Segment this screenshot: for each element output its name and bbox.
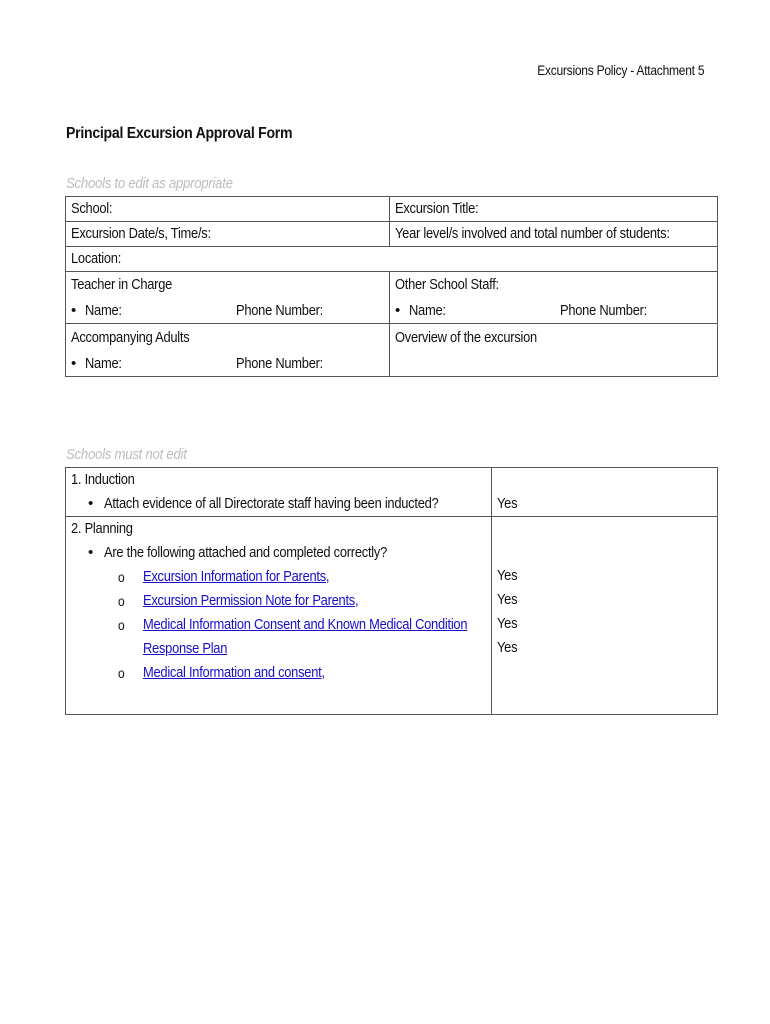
adult-phone-label: Phone Number: [236, 355, 324, 372]
bullet-icon: • [71, 302, 76, 319]
year-level-field[interactable] [390, 222, 718, 247]
link-excursion-information[interactable]: Excursion Information for Parents, [143, 568, 330, 585]
accompanying-adults-field[interactable] [66, 324, 390, 377]
induction-item: Attach evidence of all Directorate staff having been inducted? [104, 495, 439, 512]
teacher-phone-label: Phone Number: [236, 302, 324, 319]
induction-heading: 1. Induction [71, 471, 135, 488]
bullet-icon: • [88, 495, 93, 512]
approval-checklist-table [65, 467, 718, 715]
staff-phone-label: Phone Number: [560, 302, 648, 319]
year-level-label: Year level/s involved and total number of students: [395, 225, 670, 242]
excursion-title-label: Excursion Title: [395, 200, 479, 217]
planning-answer-1: Yes [497, 567, 518, 584]
location-label: Location: [71, 250, 122, 267]
excursion-details-table [65, 196, 718, 377]
planning-heading: 2. Planning [71, 520, 133, 537]
sub-bullet-icon: o [118, 569, 125, 585]
date-time-field[interactable] [66, 222, 390, 247]
medical-response-plan-text: Medical Information Consent and Known Medical Condition Response Plan [143, 616, 468, 657]
date-time-label: Excursion Date/s, Time/s: [71, 225, 211, 242]
induction-cell [66, 468, 492, 517]
location-field[interactable] [66, 247, 718, 272]
overview-label: Overview of the excursion [395, 329, 537, 346]
accompanying-adults-label: Accompanying Adults [71, 329, 190, 346]
bullet-icon: • [71, 355, 76, 372]
page-title: Principal Excursion Approval Form [66, 125, 293, 142]
bullet-icon: • [88, 544, 93, 561]
adult-name-label: Name: [85, 355, 122, 372]
planning-answers-cell[interactable] [492, 517, 718, 715]
link-permission-note[interactable]: Excursion Permission Note for Parents, [143, 592, 359, 609]
planning-cell [66, 517, 492, 715]
excursion-title-field[interactable] [390, 197, 718, 222]
sub-bullet-icon: o [118, 593, 125, 609]
bullet-icon: • [395, 302, 400, 319]
other-staff-label: Other School Staff: [395, 276, 499, 293]
link-medical-information[interactable]: Medical Information and consent, [143, 664, 325, 681]
overview-field[interactable] [390, 324, 718, 377]
other-staff-field[interactable] [390, 272, 718, 324]
planning-answer-4: Yes [497, 639, 518, 656]
planning-item: Are the following attached and completed correctly? [104, 544, 388, 561]
no-edit-note: Schools must not edit [66, 446, 187, 463]
sub-bullet-icon: o [118, 665, 125, 681]
teacher-name-label: Name: [85, 302, 122, 319]
document-header: Excursions Policy - Attachment 5 [536, 62, 704, 78]
school-field[interactable] [66, 197, 390, 222]
teacher-in-charge-field[interactable] [66, 272, 390, 324]
link-medical-consent-response-plan[interactable] [143, 613, 491, 661]
teacher-in-charge-label: Teacher in Charge [71, 276, 173, 293]
staff-name-label: Name: [409, 302, 446, 319]
edit-note: Schools to edit as appropriate [66, 175, 233, 192]
sub-bullet-icon: o [118, 617, 125, 633]
induction-answer: Yes [497, 495, 518, 512]
school-label: School: [71, 200, 113, 217]
planning-answer-2: Yes [497, 591, 518, 608]
induction-answer-cell[interactable] [492, 468, 718, 517]
planning-answer-3: Yes [497, 615, 518, 632]
